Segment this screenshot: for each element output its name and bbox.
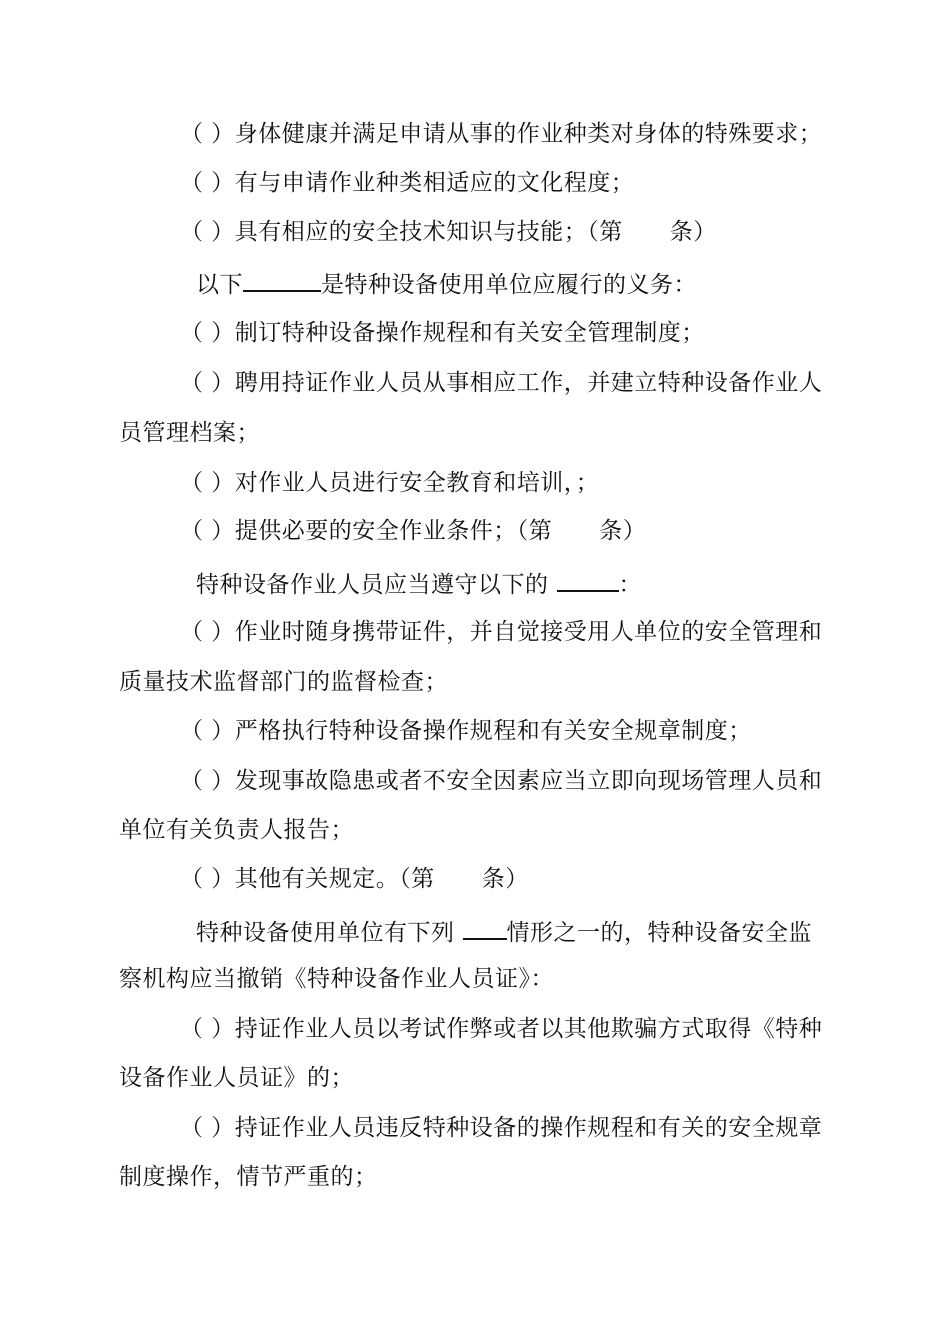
text-line: 制度操作，情节严重的；: [119, 1164, 378, 1190]
text-line: 员管理档案；: [119, 420, 260, 446]
text-fragment: 以下: [196, 272, 243, 298]
text-line: 质量技术监督部门的监督检查；: [119, 669, 448, 695]
text-line: （ ）身体健康并满足申请从事的作业种类对身体的特殊要求；: [180, 121, 823, 147]
text-line: （ ）对作业人员进行安全教育和培训，；: [180, 470, 600, 496]
text-fragment: 情形之一的，特种设备安全监: [506, 920, 812, 946]
text-line: （ ）其他有关规定。（第 条）: [180, 866, 529, 892]
text-line: （ ）提供必要的安全作业条件；（第 条）: [180, 518, 647, 544]
text-line: [196, 266, 697, 300]
text-line: （ ）持证作业人员违反特种设备的操作规程和有关的安全规章: [180, 1115, 823, 1141]
fill-blank: [557, 566, 619, 592]
text-line: 设备作业人员证》的；: [119, 1065, 354, 1091]
text-line: （ ）制订特种设备操作规程和有关安全管理制度；: [180, 320, 705, 346]
fill-blank: [463, 914, 507, 940]
text-line: 察机构应当撤销《特种设备作业人员证》：: [119, 966, 554, 992]
text-line: （ ）有与申请作业种类相适应的文化程度；: [180, 170, 635, 196]
text-line: （ ）具有相应的安全技术知识与技能；（第 条）: [180, 219, 717, 245]
text-line: 单位有关负责人报告；: [119, 817, 354, 843]
text-fragment: 特种设备使用单位有下列: [196, 920, 455, 946]
text-fragment: 特种设备作业人员应当遵守以下的: [196, 572, 549, 598]
fill-blank: [243, 266, 321, 292]
text-fragment: 是特种设备使用单位应履行的义务：: [321, 272, 697, 298]
text-line: （ ）严格执行特种设备操作规程和有关安全规章制度；: [180, 718, 752, 744]
text-line: [196, 914, 812, 948]
text-line: （ ）作业时随身携带证件，并自觉接受用人单位的安全管理和: [180, 619, 823, 645]
text-line: （ ）聘用持证作业人员从事相应工作，并建立特种设备作业人: [180, 370, 823, 396]
text-line: [196, 566, 642, 600]
text-line: （ ）持证作业人员以考试作弊或者以其他欺骗方式取得《特种: [180, 1016, 823, 1042]
text-fragment: ：: [618, 572, 642, 598]
text-line: （ ）发现事故隐患或者不安全因素应当立即向现场管理人员和: [180, 768, 823, 794]
